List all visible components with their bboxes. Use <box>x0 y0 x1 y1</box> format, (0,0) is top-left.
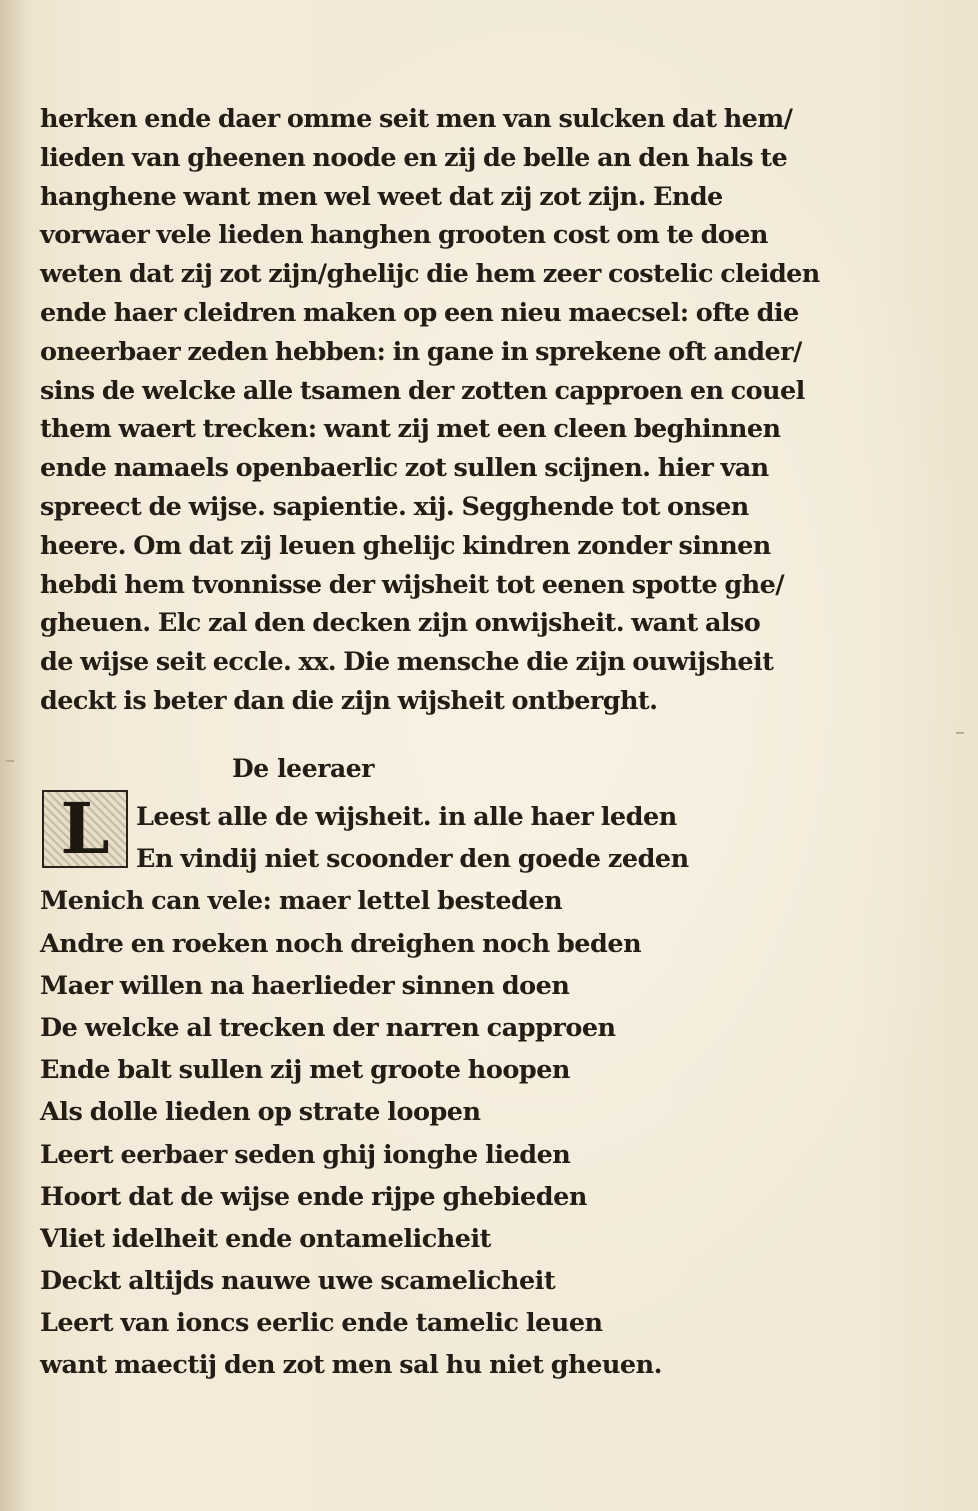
verse-line: Deckt altijds nauwe uwe scamelicheit <box>40 1266 556 1297</box>
prose-line: heere. Om dat zij leuen ghelijc kindren zonder sinnen <box>40 530 771 561</box>
verse-line: Ende balt sullen zij met groote hoopen <box>40 1055 570 1086</box>
prose-line: ende namaels openbaerlic zot sullen scijnen. hier van <box>40 453 769 484</box>
prose-line: them waert trecken: want zij met een cleen beghinnen <box>40 414 781 445</box>
verse-line: want maectij den zot men sal hu niet gheuen. <box>40 1350 663 1381</box>
prose-line: oneerbaer zeden hebben: in gane in sprekene oft ander/ <box>40 336 802 367</box>
verse-line: Hoort dat de wijse ende rijpe ghebieden <box>40 1181 587 1212</box>
prose-line: gheuen. Elc zal den decken zijn onwijsheit. want also <box>40 608 761 639</box>
prose-block <box>40 100 820 721</box>
verse-line: Als dolle lieden op strate loopen <box>40 1097 481 1128</box>
verse-line: Maer willen na haerlieder sinnen doen <box>40 970 570 1001</box>
prose-line: lieden van gheenen noode en zij de belle an den hals te <box>40 142 788 173</box>
verse-line: En vindij niet scoonder den goede zeden <box>136 844 689 875</box>
prose-line: sins de welcke alle tsamen der zotten capproen en couel <box>40 375 805 406</box>
section-heading: De leeraer <box>232 754 375 783</box>
gutter-shadow <box>0 0 28 1511</box>
prose-line: vorwaer vele lieden hanghen grooten cost om te doen <box>40 220 768 251</box>
verse-line: De welcke al trecken der narren capproen <box>40 1012 616 1043</box>
prose-line: hebdi hem tvonnisse der wijsheit tot eenen spotte ghe/ <box>40 569 784 600</box>
prose-line: deckt is beter dan die zijn wijsheit ontberght. <box>40 685 658 716</box>
page-edge-mark <box>956 732 964 734</box>
verse-line: Menich can vele: maer lettel besteden <box>40 886 563 917</box>
verse-block <box>40 796 740 1387</box>
prose-line: hanghene want men wel weet dat zij zot zijn. Ende <box>40 181 723 212</box>
initial-letter: L <box>60 787 110 870</box>
prose-line: ende haer cleidren maken op een nieu maecsel: ofte die <box>40 297 799 328</box>
prose-line: de wijse seit eccle. xx. Die mensche die zijn ouwijsheit <box>40 647 774 678</box>
verse-line: Andre en roeken noch dreighen noch beden <box>40 928 642 959</box>
prose-line: herken ende daer omme seit men van sulcken dat hem/ <box>40 104 793 134</box>
page-edge-mark <box>6 760 14 762</box>
verse-line: Leest alle de wijsheit. in alle haer leden <box>136 802 677 832</box>
prose-line: weten dat zij zot zijn/ghelijc die hem zeer costelic cleiden <box>40 259 820 290</box>
verse-line: Leert van ioncs eerlic ende tamelic leuen <box>40 1308 603 1339</box>
verse-line: Leert eerbaer seden ghij ionghe lieden <box>40 1139 571 1170</box>
verse-line: Vliet idelheit ende ontamelicheit <box>40 1223 491 1254</box>
prose-line: spreect de wijse. sapientie. xij. Segghende tot onsen <box>40 491 749 522</box>
